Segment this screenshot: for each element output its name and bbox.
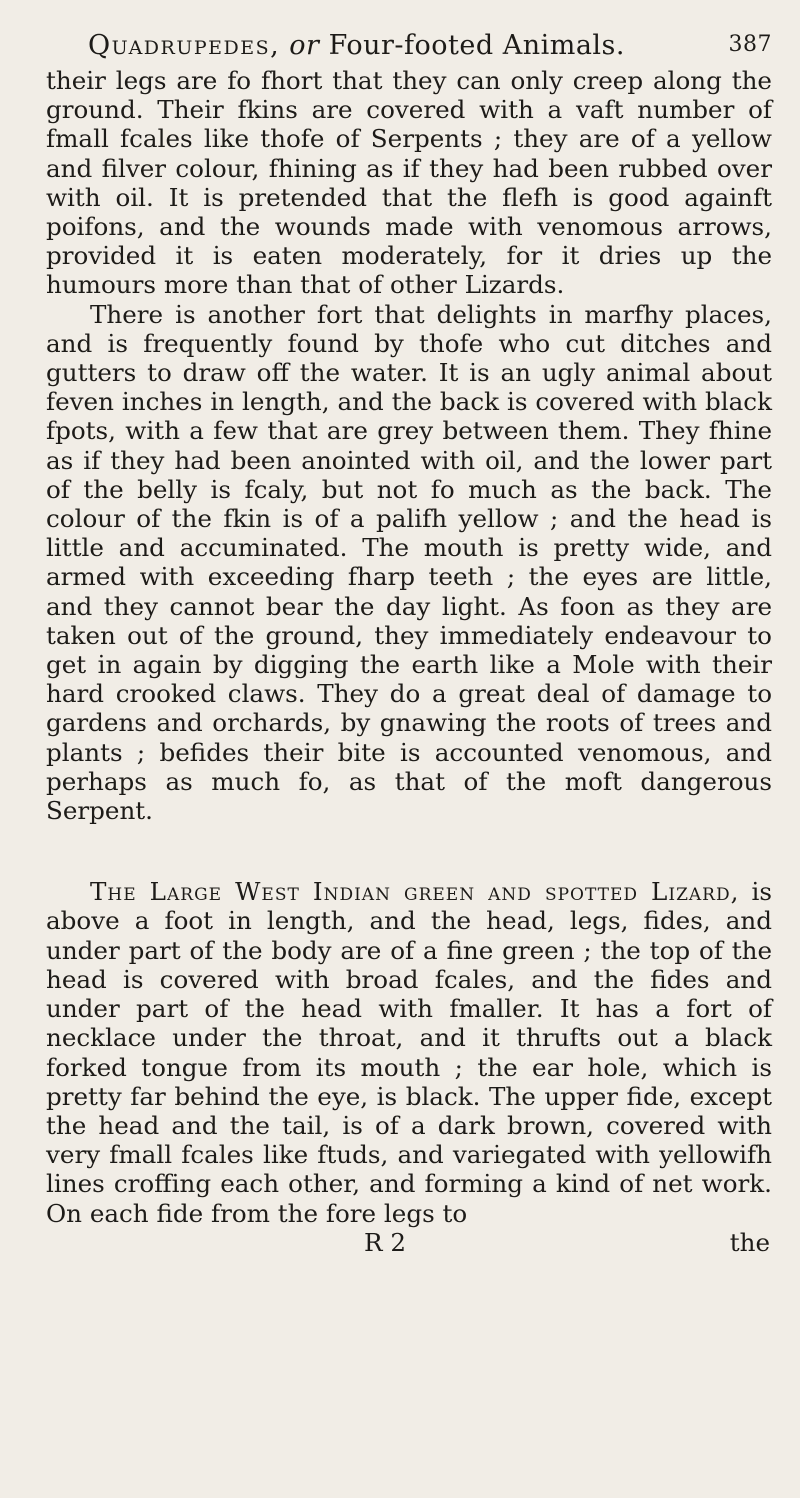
section-break — [46, 825, 772, 877]
catchword: the — [729, 1227, 770, 1257]
running-head-title — [88, 30, 625, 61]
catch-line — [46, 1228, 772, 1258]
paragraph-continued: their legs are fo fhort that they can only creep along the ground. Their fkins are covered with a vaft number of fmall fcales like thofe of Serpents ; they are of a yellow and filver colour, fhining as if they had been rubbed over with oil. It is pretended that the flefh is good againft poifons, and the wounds made with venomous arrows, provided it is eaten moderately, for it dries up the humours more than that of other Lizards. — [46, 66, 772, 300]
running-head-title-rest: Four-footed Animals. — [328, 30, 625, 61]
running-head — [46, 30, 772, 66]
body-text — [46, 66, 772, 1228]
lizard-heading: The Large West Indian green and spotted Lizard, — [90, 877, 740, 907]
paragraph-west-indian-lizard — [46, 877, 772, 1227]
lizard-text: is above a foot in length, and the head, legs, fides, and under part of the body are of a fine green ; the top of the head is covered with broad fcales, and the fides and under part of the head with fmaller. It has a fort of necklace under the throat, and it thrufts out a black forked tongue from its mouth ; the ear hole, which is pretty far behind the eye, is black. The upper fide, except the head and the tail, is of a dark brown, covered with very fmall fcales like ftuds, and variegated with yellowifh lines croffing each other, and forming a kind of net work. On each fide from the fore legs to — [46, 877, 772, 1228]
running-head-title-or: or — [289, 30, 320, 61]
signature-mark: R 2 — [364, 1227, 406, 1257]
page-number: 387 — [728, 32, 772, 57]
running-head-title-prefix: Quadrupedes, — [88, 30, 281, 61]
paragraph-marsh-lizard: There is another fort that delights in marfhy places, and is frequently found by thofe who cut ditches and gutters to draw off the water. It is an ugly animal about feven inches in length, and the back is covered with black fpots, with a few that are grey between them. They fhine as if they had been anointed with oil, and the lower part of the belly is fcaly, but not fo much as the back. The colour of the fkin is of a palifh yellow ; and the head is little and accuminated. The mouth is pretty wide, and armed with exceeding fharp teeth ; the eyes are little, and they cannot bear the day light. As foon as they are taken out of the ground, they immediately endeavour to get in again by digging the earth like a Mole with their hard crooked claws. They do a great deal of damage to gardens and orchards, by gnawing the roots of trees and plants ; befides their bite is accounted venomous, and perhaps as much fo, as that of the moft dangerous Serpent. — [46, 299, 772, 826]
